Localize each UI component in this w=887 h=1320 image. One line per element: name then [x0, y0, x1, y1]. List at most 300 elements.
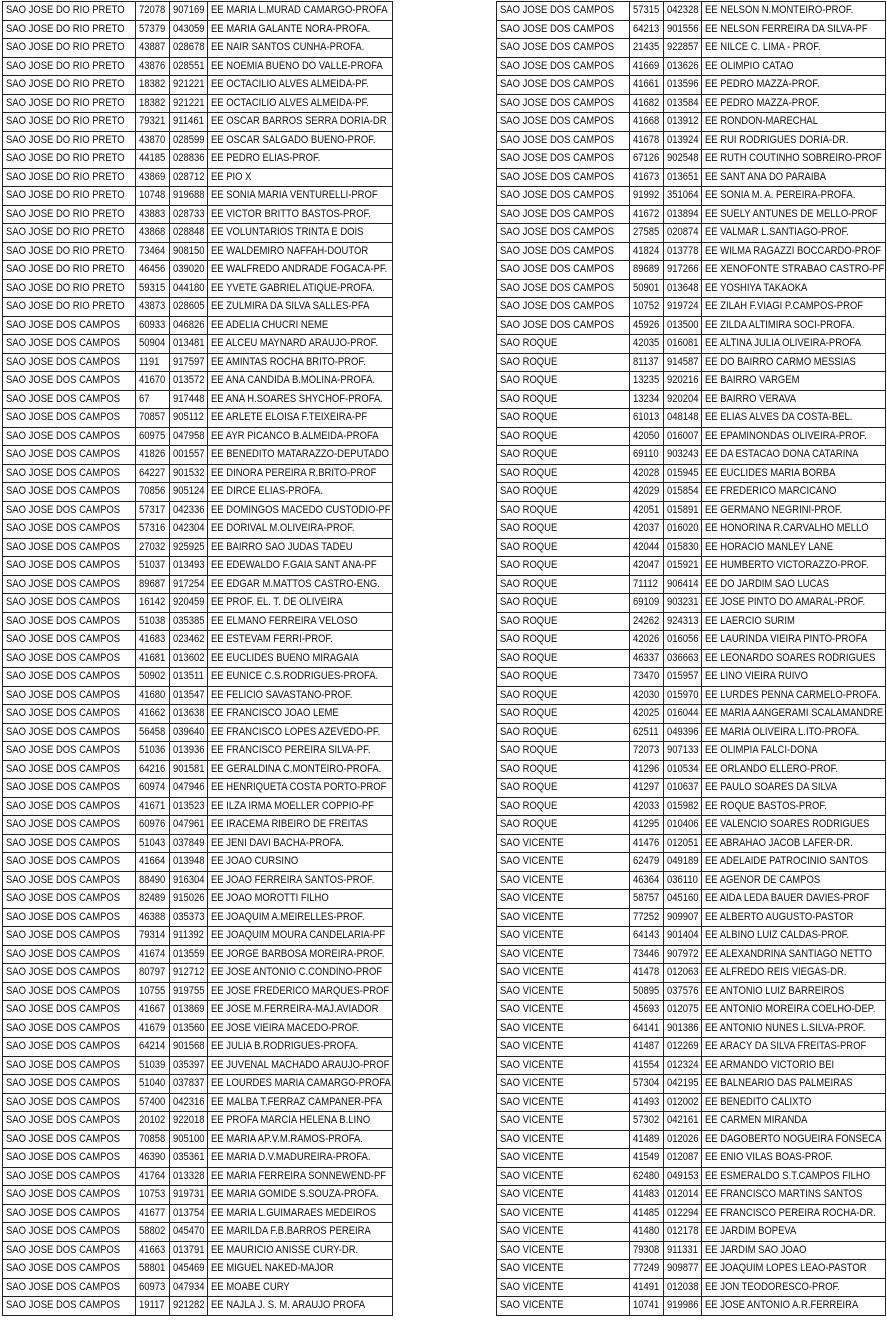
school-name-cell [208, 131, 393, 150]
code-cell [630, 594, 664, 613]
municipality-text: SAO VICENTE [500, 1169, 564, 1182]
school-name-cell [702, 427, 886, 446]
code-cell [630, 409, 664, 428]
code-text: 59315 [139, 281, 166, 294]
municipality-text: SAO JOSE DOS CAMPOS [6, 1095, 121, 1108]
code-text: 41674 [139, 947, 166, 960]
municipality-cell [3, 945, 136, 964]
table-row [497, 2, 886, 21]
code-text: 73446 [633, 947, 660, 960]
cie-code-text: 924313 [667, 614, 699, 627]
code-cell [136, 686, 170, 705]
code-cell [136, 501, 170, 520]
cie-code-cell [664, 982, 702, 1001]
school-name-text: EE ANA H.SOARES SHYCHOF-PROFA. [211, 392, 383, 405]
school-name-text: EE FRANCISCO LOPES AZEVEDO-PF. [211, 725, 381, 738]
table-row [3, 390, 393, 409]
code-cell [630, 1149, 664, 1168]
municipality-text: SAO JOSE DOS CAMPOS [6, 540, 121, 553]
table-row [3, 668, 393, 687]
municipality-text: SAO JOSE DOS CAMPOS [6, 522, 121, 535]
cie-code-cell [664, 464, 702, 483]
municipality-text: SAO JOSE DOS CAMPOS [6, 670, 121, 683]
school-name-cell [208, 927, 393, 946]
cie-code-text: 016081 [667, 337, 699, 350]
school-name-text: EE ANTONIO NUNES L.SILVA-PROF. [705, 1021, 866, 1034]
municipality-cell [3, 1112, 136, 1131]
cie-code-text: 901556 [667, 22, 699, 35]
school-name-text: EE ALCEU MAYNARD ARAUJO-PROF. [211, 337, 378, 350]
cie-code-text: 028605 [173, 300, 205, 313]
municipality-text: SAO JOSE DOS CAMPOS [6, 466, 121, 479]
municipality-cell [3, 1093, 136, 1112]
school-name-cell [208, 853, 393, 872]
cie-code-text: 909907 [667, 910, 699, 923]
code-cell [630, 353, 664, 372]
school-name-text: EE EUCLIDES MARIA BORBA [705, 466, 836, 479]
code-text: 41493 [633, 1095, 660, 1108]
school-name-text: EE PEDRO ELIAS-PROF. [211, 152, 321, 165]
municipality-cell [3, 501, 136, 520]
code-text: 41677 [139, 1206, 166, 1219]
cie-code-text: 044180 [173, 281, 205, 294]
school-name-cell [702, 372, 886, 391]
school-name-text: EE MARIA GALANTE NORA-PROFA. [211, 22, 371, 35]
code-text: 41671 [139, 799, 166, 812]
municipality-cell [497, 1278, 630, 1297]
code-cell [136, 520, 170, 539]
cie-code-text: 028836 [173, 152, 205, 165]
cie-code-text: 908150 [173, 244, 205, 257]
municipality-text: SAO JOSE DOS CAMPOS [500, 170, 615, 183]
cie-code-cell [664, 1075, 702, 1094]
code-text: 70858 [139, 1132, 166, 1145]
municipality-cell [3, 557, 136, 576]
municipality-cell [3, 1056, 136, 1075]
municipality-text: SAO JOSE DOS CAMPOS [6, 892, 121, 905]
table-row [3, 742, 393, 761]
code-text: 41491 [633, 1280, 660, 1293]
school-name-text: EE BAIRRO VARGEM [705, 374, 800, 387]
cie-code-text: 028551 [173, 59, 205, 72]
code-text: 42030 [633, 688, 660, 701]
school-name-text: EE ELMANO FERREIRA VELOSO [211, 614, 358, 627]
table-row [3, 1297, 393, 1316]
school-name-text: EE MARIA L.MURAD CAMARGO-PROFA [211, 4, 388, 17]
municipality-cell [497, 113, 630, 132]
cie-code-text: 013559 [173, 947, 205, 960]
school-name-cell [702, 76, 886, 95]
school-name-text: EE MAURICIO ANISSE CURY-DR. [211, 1243, 359, 1256]
municipality-cell [497, 94, 630, 113]
school-name-text: EE FREDERICO MARCICANO [705, 485, 837, 498]
code-text: 46364 [633, 873, 660, 886]
cie-code-text: 013493 [173, 559, 205, 572]
cie-code-cell [664, 2, 702, 21]
table-row [497, 1223, 886, 1242]
municipality-cell [497, 390, 630, 409]
cie-code-cell [170, 1112, 208, 1131]
municipality-cell [497, 538, 630, 557]
municipality-text: SAO VICENTE [500, 1095, 564, 1108]
cie-code-cell [170, 224, 208, 243]
table-row [3, 1149, 393, 1168]
code-cell [136, 742, 170, 761]
code-text: 57316 [139, 522, 166, 535]
cie-code-text: 037576 [667, 984, 699, 997]
school-name-cell [702, 390, 886, 409]
municipality-text: SAO JOSE DOS CAMPOS [6, 1077, 121, 1090]
municipality-cell [497, 649, 630, 668]
school-name-cell [702, 1019, 886, 1038]
cie-code-cell [170, 409, 208, 428]
cie-code-cell [664, 113, 702, 132]
school-name-cell [208, 279, 393, 298]
cie-code-cell [170, 890, 208, 909]
municipality-cell [3, 908, 136, 927]
cie-code-cell [664, 890, 702, 909]
code-text: 41681 [139, 651, 166, 664]
school-name-text: EE ZILAH F.VIAGI P.CAMPOS-PROF [705, 300, 864, 313]
school-name-text: EE YOSHIYA TAKAOKA [705, 281, 808, 294]
cie-code-cell [170, 113, 208, 132]
municipality-cell [497, 1297, 630, 1316]
school-name-cell [208, 1297, 393, 1316]
municipality-text: SAO JOSE DOS CAMPOS [6, 1299, 121, 1312]
code-cell [630, 242, 664, 261]
municipality-text: SAO VICENTE [500, 1021, 564, 1034]
school-name-cell [702, 612, 886, 631]
municipality-text: SAO JOSE DOS CAMPOS [500, 115, 615, 128]
code-cell [136, 57, 170, 76]
cie-code-cell [664, 168, 702, 187]
code-cell [136, 113, 170, 132]
municipality-cell [497, 742, 630, 761]
table-row [3, 353, 393, 372]
cie-code-cell [664, 205, 702, 224]
municipality-cell [3, 39, 136, 58]
cie-code-cell [170, 649, 208, 668]
code-cell [136, 372, 170, 391]
code-text: 43868 [139, 226, 166, 239]
cie-code-cell [170, 668, 208, 687]
cie-code-text: 028733 [173, 207, 205, 220]
table-row [497, 372, 886, 391]
table-row [3, 649, 393, 668]
table-row [3, 1260, 393, 1279]
cie-code-text: 901532 [173, 466, 205, 479]
municipality-cell [3, 372, 136, 391]
municipality-text: SAO JOSE DOS CAMPOS [500, 22, 615, 35]
code-text: 27032 [139, 540, 166, 553]
municipality-cell [3, 335, 136, 354]
cie-code-cell [170, 57, 208, 76]
code-cell [136, 908, 170, 927]
cie-code-cell [664, 1186, 702, 1205]
code-cell [630, 631, 664, 650]
municipality-text: SAO VICENTE [500, 1225, 564, 1238]
table-row [3, 501, 393, 520]
school-name-text: EE ESTEVAM FERRI-PROF. [211, 633, 333, 646]
school-name-cell [208, 723, 393, 742]
municipality-text: SAO ROQUE [500, 411, 558, 424]
school-name-text: EE ALEXANDRINA SANTIAGO NETTO [705, 947, 873, 960]
municipality-cell [497, 353, 630, 372]
school-name-cell [208, 557, 393, 576]
cie-code-cell [664, 1260, 702, 1279]
municipality-cell [3, 594, 136, 613]
cie-code-text: 013584 [667, 96, 699, 109]
cie-code-cell [170, 205, 208, 224]
school-name-text: EE WILMA RAGAZZI BOCCARDO-PROF [705, 244, 882, 257]
code-text: 41549 [633, 1151, 660, 1164]
municipality-text: SAO JOSE DOS CAMPOS [500, 207, 615, 220]
cie-code-text: 922857 [667, 41, 699, 54]
cie-code-text: 042316 [173, 1095, 205, 1108]
school-name-text: EE ANA CANDIDA B.MOLINA-PROFA. [211, 374, 376, 387]
code-text: 46456 [139, 263, 166, 276]
table-row [3, 538, 393, 557]
school-name-cell [208, 1204, 393, 1223]
municipality-text: SAO ROQUE [500, 559, 558, 572]
school-name-text: EE NAJLA J. S. M. ARAUJO PROFA [211, 1299, 366, 1312]
code-cell [136, 298, 170, 317]
cie-code-cell [170, 39, 208, 58]
cie-code-text: 047958 [173, 429, 205, 442]
municipality-text: SAO JOSE DOS CAMPOS [6, 318, 121, 331]
school-name-cell [702, 890, 886, 909]
table-row [497, 150, 886, 169]
cie-code-text: 037849 [173, 836, 205, 849]
cie-code-cell [664, 1149, 702, 1168]
right-table [496, 1, 886, 1316]
table-row [3, 261, 393, 280]
school-name-cell [208, 1186, 393, 1205]
school-name-text: EE DO JARDIM SAO LUCAS [705, 577, 830, 590]
table-row [497, 353, 886, 372]
cie-code-text: 010406 [667, 818, 699, 831]
school-name-cell [702, 205, 886, 224]
municipality-cell [497, 298, 630, 317]
municipality-cell [3, 20, 136, 39]
code-cell [630, 1223, 664, 1242]
code-cell [630, 464, 664, 483]
school-name-text: EE JORGE BARBOSA MOREIRA-PROF. [211, 947, 385, 960]
cie-code-text: 001557 [173, 448, 205, 461]
municipality-cell [497, 446, 630, 465]
code-cell [136, 1149, 170, 1168]
cie-code-cell [664, 316, 702, 335]
municipality-cell [497, 612, 630, 631]
municipality-cell [497, 871, 630, 890]
code-cell [630, 224, 664, 243]
code-text: 41489 [633, 1132, 660, 1145]
school-name-cell [702, 964, 886, 983]
municipality-cell [497, 797, 630, 816]
code-cell [136, 279, 170, 298]
cie-code-text: 919986 [667, 1299, 699, 1312]
cie-code-cell [170, 1130, 208, 1149]
table-row [497, 779, 886, 798]
municipality-cell [497, 631, 630, 650]
code-cell [136, 187, 170, 206]
cie-code-cell [170, 168, 208, 187]
cie-code-text: 013936 [173, 744, 205, 757]
cie-code-text: 049153 [667, 1169, 699, 1182]
code-text: 64227 [139, 466, 166, 479]
table-row [497, 890, 886, 909]
code-text: 42029 [633, 485, 660, 498]
municipality-text: SAO JOSE DO RIO PRETO [6, 22, 125, 35]
right-table-body [497, 2, 886, 1316]
cie-code-text: 903243 [667, 448, 699, 461]
cie-code-text: 028599 [173, 133, 205, 146]
school-name-text: EE ENIO VILAS BOAS-PROF. [705, 1151, 833, 1164]
code-cell [136, 723, 170, 742]
municipality-text: SAO JOSE DO RIO PRETO [6, 226, 125, 239]
municipality-cell [3, 779, 136, 798]
school-name-text: EE SUELY ANTUNES DE MELLO-PROF [705, 207, 878, 220]
school-name-text: EE NILCE C. LIMA - PROF. [705, 41, 821, 54]
code-text: 89687 [139, 577, 166, 590]
cie-code-text: 013648 [667, 281, 699, 294]
code-text: 64143 [633, 929, 660, 942]
table-row [497, 908, 886, 927]
table-row [3, 890, 393, 909]
school-name-cell [702, 279, 886, 298]
table-row [497, 390, 886, 409]
municipality-cell [3, 760, 136, 779]
school-name-text: EE RUTH COUTINHO SOBREIRO-PROF [705, 152, 882, 165]
municipality-text: SAO JOSE DO RIO PRETO [6, 263, 125, 276]
municipality-text: SAO ROQUE [500, 762, 558, 775]
cie-code-cell [170, 612, 208, 631]
code-cell [136, 1241, 170, 1260]
school-name-cell [702, 834, 886, 853]
table-row [3, 520, 393, 539]
cie-code-text: 036110 [667, 873, 698, 886]
table-row [3, 57, 393, 76]
municipality-cell [3, 279, 136, 298]
table-row [3, 1075, 393, 1094]
code-cell [630, 131, 664, 150]
cie-code-cell [170, 964, 208, 983]
code-cell [630, 575, 664, 594]
cie-code-cell [170, 779, 208, 798]
code-cell [136, 316, 170, 335]
municipality-text: SAO ROQUE [500, 799, 558, 812]
cie-code-text: 013500 [667, 318, 699, 331]
school-name-cell [208, 464, 393, 483]
municipality-text: SAO JOSE DOS CAMPOS [6, 1169, 121, 1182]
municipality-cell [497, 1167, 630, 1186]
municipality-text: SAO VICENTE [500, 836, 564, 849]
municipality-text: SAO JOSE DOS CAMPOS [6, 651, 121, 664]
school-name-cell [208, 501, 393, 520]
municipality-text: SAO JOSE DOS CAMPOS [6, 799, 121, 812]
municipality-text: SAO ROQUE [500, 337, 558, 350]
cie-code-text: 012002 [667, 1095, 699, 1108]
municipality-text: SAO JOSE DOS CAMPOS [500, 96, 615, 109]
municipality-cell [3, 2, 136, 21]
table-row [3, 834, 393, 853]
code-text: 50895 [633, 984, 660, 997]
municipality-cell [497, 760, 630, 779]
school-name-cell [208, 335, 393, 354]
code-text: 42026 [633, 633, 660, 646]
cie-code-cell [170, 150, 208, 169]
school-name-text: EE JARDIM SAO JOAO [705, 1243, 807, 1256]
school-name-text: EE OCTACILIO ALVES ALMEIDA-PF. [211, 78, 369, 91]
cie-code-text: 013602 [173, 651, 205, 664]
table-row [497, 298, 886, 317]
code-cell [630, 20, 664, 39]
school-name-text: EE BAIRRO VERAVA [705, 392, 797, 405]
code-cell [630, 668, 664, 687]
code-text: 42028 [633, 466, 660, 479]
municipality-text: SAO ROQUE [500, 355, 558, 368]
municipality-cell [3, 409, 136, 428]
table-row [3, 908, 393, 927]
municipality-text: SAO JOSE DO RIO PRETO [6, 4, 125, 17]
school-name-text: EE JON TEODORESCO-PROF. [705, 1280, 840, 1293]
cie-code-text: 917597 [173, 355, 205, 368]
school-name-cell [702, 261, 886, 280]
cie-code-text: 049189 [667, 855, 699, 868]
school-name-cell [208, 1056, 393, 1075]
municipality-text: SAO ROQUE [500, 744, 558, 757]
code-text: 70856 [139, 485, 166, 498]
school-name-cell [208, 649, 393, 668]
cie-code-cell [664, 945, 702, 964]
school-name-cell [702, 945, 886, 964]
cie-code-cell [664, 298, 702, 317]
school-name-text: EE VOLUNTARIOS TRINTA E DOIS [211, 226, 364, 239]
code-text: 51038 [139, 614, 166, 627]
school-name-cell [208, 779, 393, 798]
school-name-cell [702, 1038, 886, 1057]
code-text: 51043 [139, 836, 166, 849]
code-cell [630, 1001, 664, 1020]
code-cell [630, 446, 664, 465]
table-row [497, 76, 886, 95]
code-text: 51036 [139, 744, 166, 757]
school-name-cell [208, 982, 393, 1001]
code-cell [136, 1019, 170, 1038]
school-name-text: EE MARIA AANGERAMI SCALAMANDRE [705, 707, 884, 720]
code-cell [630, 1130, 664, 1149]
code-cell [136, 927, 170, 946]
code-cell [630, 649, 664, 668]
cie-code-cell [664, 908, 702, 927]
municipality-cell [3, 1186, 136, 1205]
school-name-text: EE OSCAR SALGADO BUENO-PROF. [211, 133, 376, 146]
school-name-cell [702, 705, 886, 724]
school-name-text: EE NELSON FERREIRA DA SILVA-PF [705, 22, 868, 35]
code-cell [136, 1001, 170, 1020]
table-row [3, 20, 393, 39]
table-row [497, 1130, 886, 1149]
table-row [497, 1001, 886, 1020]
table-row [497, 483, 886, 502]
municipality-cell [3, 890, 136, 909]
cie-code-text: 351064 [667, 189, 699, 202]
table-row [497, 1167, 886, 1186]
code-text: 46388 [139, 910, 166, 923]
school-name-cell [702, 1223, 886, 1242]
code-cell [630, 1075, 664, 1094]
municipality-text: SAO JOSE DOS CAMPOS [500, 152, 615, 165]
